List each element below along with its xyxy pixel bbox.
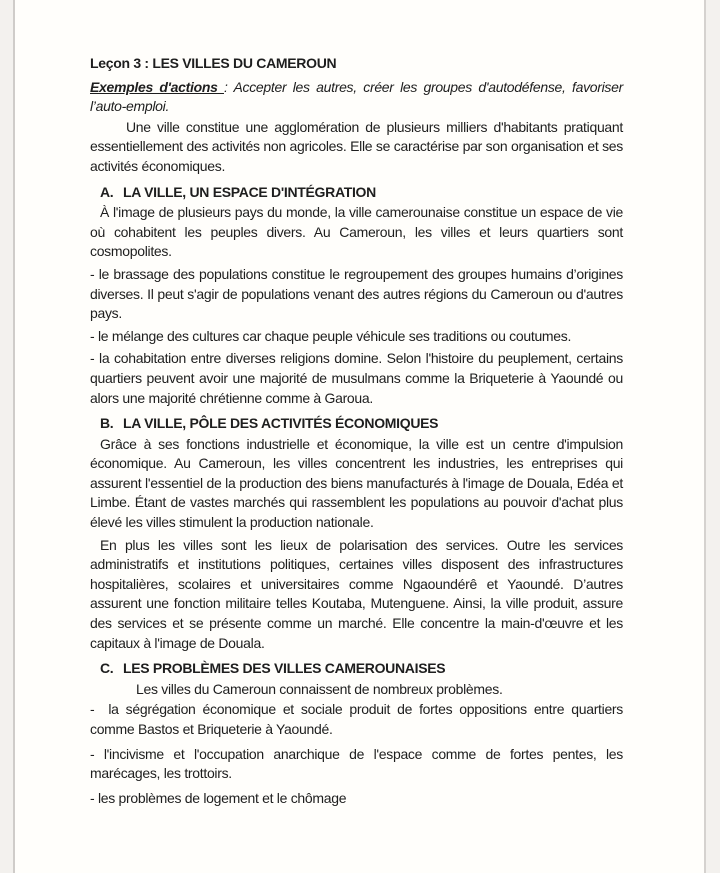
paragraph: Grâce à ses fonctions industrielle et économique, la ville est un centre d'impulsion économique. Au Cameroun, les villes concentrent les industries, les entreprises qui assurent l'essentiel de la production des biens manufacturés à l'image de Douala, Edéa et Limbe. Étant de vastes marchés qui rassemblent les populations au pouvoir d'achat plus élevé les villes stimulent la production nationale. bbox=[90, 435, 623, 531]
examples-paragraph bbox=[90, 78, 623, 117]
paragraph: - l'incivisme et l'occupation anarchique de l'espace comme de fortes pentes, les marécages, les trottoirs. bbox=[90, 745, 623, 782]
examples-label: Exemples d'actions bbox=[90, 78, 224, 95]
paragraph: - le mélange des cultures car chaque peuple véhicule ses traditions ou coutumes. bbox=[90, 327, 572, 344]
paragraph: - la ségrégation économique et sociale produit de fortes oppositions entre quartiers comme Bastos et Briqueterie à Yaoundé. bbox=[90, 701, 623, 737]
section-c-heading bbox=[90, 659, 623, 679]
examples-separator: : bbox=[224, 78, 234, 95]
section-b-title: LA VILLE, PÔLE DES ACTIVITÉS ÉCONOMIQUES bbox=[123, 415, 439, 432]
section-a-heading bbox=[90, 183, 623, 203]
section-b-heading bbox=[90, 414, 623, 434]
paragraph: - les problèmes de logement et le chômage bbox=[90, 789, 347, 806]
section-a-letter: A. bbox=[100, 183, 114, 200]
page-right-edge bbox=[704, 0, 720, 873]
examples-text: Accepter les autres, créer les groupes d'autodéfense, favoriser l’auto-emploi. bbox=[90, 78, 623, 115]
lesson-content bbox=[90, 54, 623, 811]
paragraph: Les villes du Cameroun connaissent de nombreux problèmes. bbox=[136, 680, 503, 697]
paragraph: En plus les villes sont les lieux de polarisation des services. Outre les services administratifs et institutions politiques, certaines villes disposent des infrastructures hospitalières, scolaires et universitaires comme Ngaoundérê et Yaoundé. D’autres assurent une fonction militaire telles Koutaba, Mutenguene. Ainsi, la ville produit, assure des services et se présente comme un marché. Elle concentre la main-d'œuvre et les capitaux à l'image de Douala. bbox=[90, 536, 623, 651]
intro-paragraph: Une ville constitue une agglomération de plusieurs milliers d'habitants pratiquant essentiellement des activités non agricoles. Elle se caractérise par son organisation et ses activités économiques. bbox=[90, 118, 623, 174]
page-left-edge bbox=[0, 0, 15, 873]
section-c-letter: C. bbox=[100, 660, 114, 677]
section-b-letter: B. bbox=[100, 415, 114, 432]
paragraph: - la cohabitation entre diverses religions domine. Selon l'histoire du peuplement, certains quartiers peuvent avoir une majorité de musulmans comme la Briqueterie à Yaoundé ou alors une majorité chrétienne comme à Garoua. bbox=[90, 350, 623, 406]
section-c-title: LES PROBLÈMES DES VILLES CAMEROUNAISES bbox=[123, 660, 446, 677]
paragraph: À l'image de plusieurs pays du monde, la ville camerounaise constitue un espace de vie où cohabitent les peuples divers. Au Cameroun, les villes et leurs quartiers sont cosmopolites. bbox=[90, 204, 623, 260]
paragraph: - le brassage des populations constitue le regroupement des groupes humains d’origines diverses. Il peut s'agir de populations venant des autres régions du Cameroun ou d'autres pays. bbox=[90, 265, 623, 322]
lesson-title: Leçon 3 : LES VILLES DU CAMEROUN bbox=[90, 55, 337, 71]
section-a-title: LA VILLE, UN ESPACE D'INTÉGRATION bbox=[123, 183, 376, 200]
